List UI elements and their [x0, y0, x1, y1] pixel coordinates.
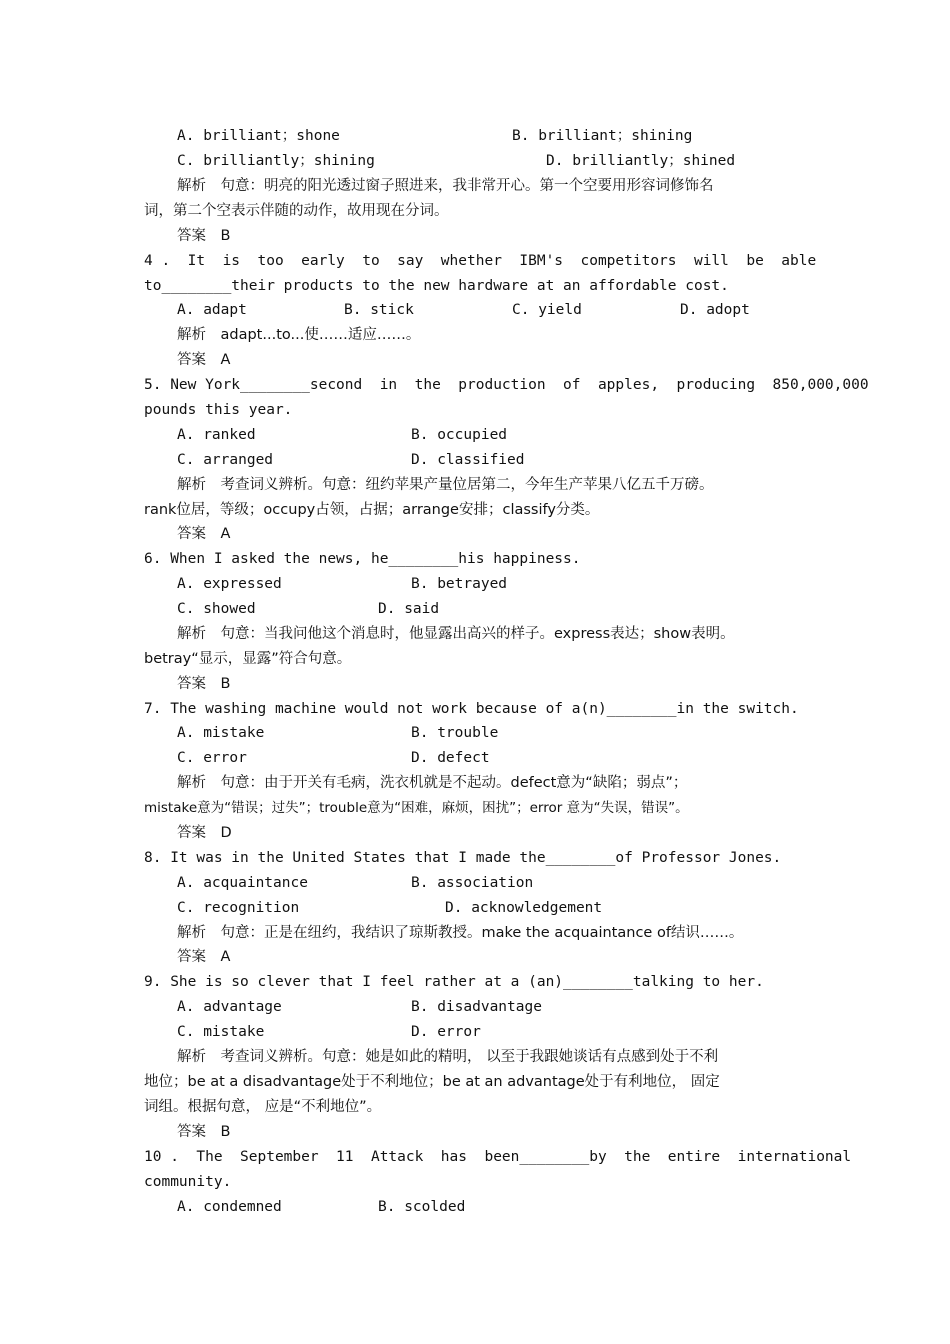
q4-option-d: D. adopt — [680, 302, 750, 318]
q10-stem-line-1: 10 . The September 11 Attack has been________by the entire international — [144, 1149, 852, 1165]
q7-stem: 7. The washing machine would not work because of a(n)________in the switch. — [144, 701, 799, 717]
q5-option-d: D. classified — [411, 452, 525, 468]
q4-stem-line-2: to________their products to the new hardware at an affordable cost. — [144, 278, 729, 294]
q4-option-c: C. yield — [512, 302, 582, 318]
q8-option-c: C. recognition — [177, 900, 300, 916]
q6-stem: 6. When I asked the news, he________his happiness. — [144, 551, 581, 567]
q5-option-a: A. ranked — [177, 427, 256, 443]
q3-option-a: A. brilliant；shone — [177, 128, 340, 144]
q8-option-b: B. association — [411, 875, 534, 891]
q6-option-d: D. said — [378, 601, 440, 617]
q9-analysis-line-2: 地位；be at a disadvantage处于不利地位；be at an advantage处于有利地位， 固定 — [144, 1074, 720, 1090]
q5-answer: 答案 A — [177, 526, 231, 542]
q3-analysis-line-1: 解析 句意：明亮的阳光透过窗子照进来，我非常开心。第一个空要用形容词修饰名 — [177, 178, 714, 194]
q10-option-a: A. condemned — [177, 1199, 282, 1215]
q7-analysis-line-2: mistake意为“错误；过失”；trouble意为“困难，麻烦，困扰”；error 意为“失误，错误”。 — [144, 800, 689, 816]
q9-option-a: A. advantage — [177, 999, 282, 1015]
q6-analysis-line-1: 解析 句意：当我问他这个消息时，他显露出高兴的样子。express表达；show表明。 — [177, 626, 735, 642]
q4-analysis: 解析 adapt...to...使……适应……。 — [177, 327, 421, 343]
q9-analysis-line-1: 解析 考查词义辨析。句意：她是如此的精明， 以至于我跟她谈话有点感到处于不利 — [177, 1049, 719, 1065]
q8-option-d: D. acknowledgement — [445, 900, 603, 916]
q5-stem-line-2: pounds this year. — [144, 402, 293, 418]
q9-stem: 9. She is so clever that I feel rather at a (an)________talking to her. — [144, 974, 764, 990]
q4-answer: 答案 A — [177, 352, 231, 368]
q9-answer: 答案 B — [177, 1124, 231, 1140]
q7-option-b: B. trouble — [411, 725, 499, 741]
q5-option-c: C. arranged — [177, 452, 274, 468]
q8-stem: 8. It was in the United States that I made the________of Professor Jones. — [144, 850, 782, 866]
q4-option-b: B. stick — [344, 302, 414, 318]
q7-answer: 答案 D — [177, 825, 232, 841]
q6-answer: 答案 B — [177, 676, 231, 692]
q3-answer: 答案 B — [177, 228, 231, 244]
q7-option-a: A. mistake — [177, 725, 265, 741]
q5-stem-line-1: 5. New York________second in the production of apples, producing 850,000,000 — [144, 377, 869, 393]
q3-option-b: B. brilliant；shining — [512, 128, 693, 144]
q9-option-d: D. error — [411, 1024, 481, 1040]
q7-option-c: C. error — [177, 750, 247, 766]
q3-analysis-line-2: 词，第二个空表示伴随的动作，故用现在分词。 — [144, 203, 449, 219]
q8-analysis: 解析 句意：正是在纽约，我结识了琼斯教授。make the acquaintance of结识……。 — [177, 925, 744, 941]
q9-analysis-line-3: 词组。根据句意， 应是“不利地位”。 — [144, 1099, 382, 1115]
q10-option-b: B. scolded — [378, 1199, 466, 1215]
q8-answer: 答案 A — [177, 949, 231, 965]
q6-analysis-line-2: betray“显示，显露”符合句意。 — [144, 651, 352, 667]
q5-analysis-line-2: rank位居，等级；occupy占领，占据；arrange安排；classify分类。 — [144, 502, 600, 518]
q6-option-c: C. showed — [177, 601, 256, 617]
q6-option-a: A. expressed — [177, 576, 282, 592]
q8-option-a: A. acquaintance — [177, 875, 308, 891]
q4-option-a: A. adapt — [177, 302, 247, 318]
q7-option-d: D. defect — [411, 750, 490, 766]
q9-option-c: C. mistake — [177, 1024, 265, 1040]
q4-stem-line-1: 4 . It is too early to say whether IBM's competitors will be able — [144, 253, 817, 269]
q9-option-b: B. disadvantage — [411, 999, 542, 1015]
q5-analysis-line-1: 解析 考查词义辨析。句意：纽约苹果产量位居第二，今年生产苹果八亿五千万磅。 — [177, 477, 714, 493]
q3-option-d: D. brilliantly；shined — [546, 153, 736, 169]
q3-option-c: C. brilliantly；shining — [177, 153, 375, 169]
q7-analysis-line-1: 解析 句意：由于开关有毛病，洗衣机就是不起动。defect意为“缺陷；弱点”； — [177, 775, 688, 791]
q5-option-b: B. occupied — [411, 427, 508, 443]
q10-stem-line-2: community. — [144, 1174, 232, 1190]
q6-option-b: B. betrayed — [411, 576, 508, 592]
